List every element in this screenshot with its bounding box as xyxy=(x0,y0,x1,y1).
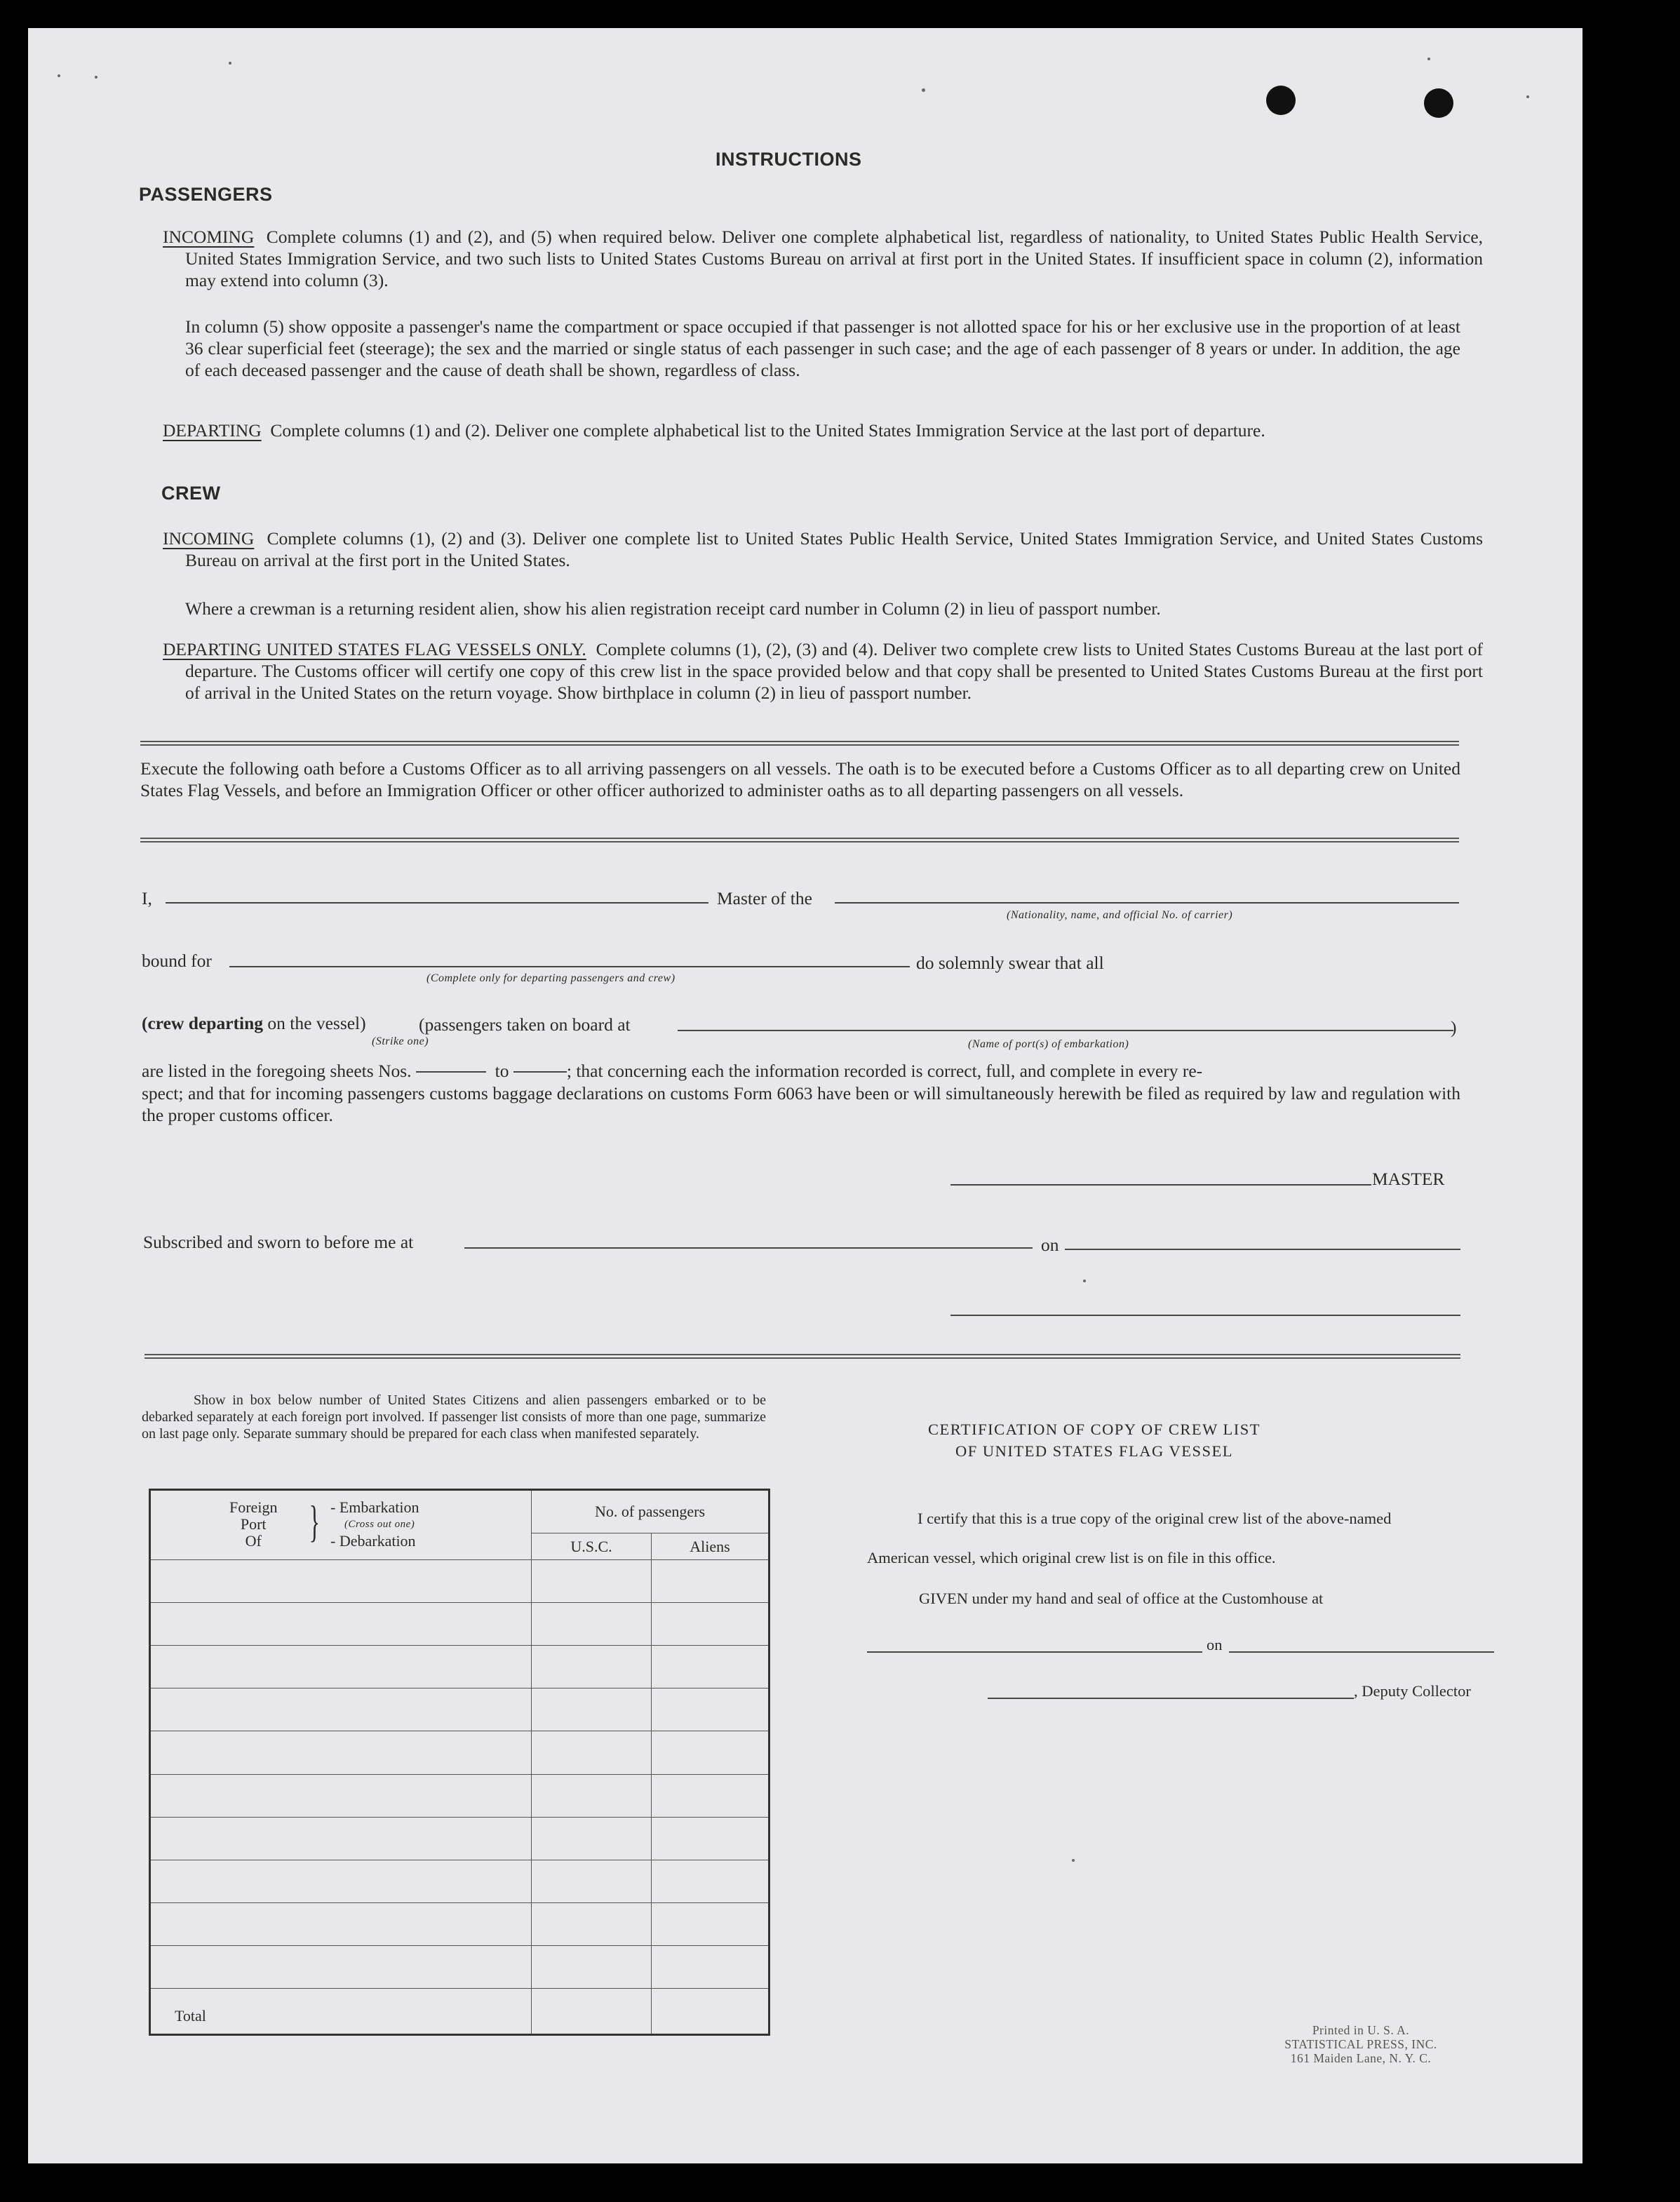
crew-departing-bold: (crew departing xyxy=(142,1013,264,1033)
customhouse-place-field[interactable] xyxy=(867,1651,1202,1653)
cross-out-note: (Cross out one) xyxy=(344,1519,415,1530)
port-label: Port xyxy=(240,1515,267,1533)
crew-departing-text: Complete columns (1), (2), (3) and (4). Deliver two complete crew lists to United States Customs Bureau at the last port of departure. The Customs officer will certify one copy of this crew list in the space provided below and that copy shall be presented to United States Customs Bureau at the first port of arrival in the United States on the return voyage. Show birthplace in column (2) in lieu of passport number. xyxy=(185,639,1483,703)
table-cell[interactable] xyxy=(150,1902,532,1945)
certification-title-line1: CERTIFICATION OF COPY OF CREW LIST xyxy=(927,1421,1261,1438)
table-cell[interactable] xyxy=(150,1731,532,1774)
passengers-departing-text: Complete columns (1) and (2). Deliver one complete alphabetical list to the United States Immigration Service at the last port of departure. xyxy=(270,420,1265,441)
table-cell[interactable] xyxy=(150,1774,532,1817)
master-of-the-label: Master of the xyxy=(717,888,812,908)
listed-to: to xyxy=(495,1061,509,1081)
speck xyxy=(1526,95,1529,98)
speck xyxy=(95,76,98,79)
subscribed-label: Subscribed and sworn to before me at xyxy=(143,1232,414,1252)
debarkation-label: - Debarkation xyxy=(330,1532,416,1550)
master-signature-field[interactable] xyxy=(950,1184,1371,1186)
bound-for-field[interactable] xyxy=(229,966,910,967)
punch-hole-left xyxy=(1266,86,1296,115)
certification-on-label: on xyxy=(1207,1636,1223,1653)
crew-incoming-paragraph xyxy=(163,528,1483,571)
table-cell[interactable] xyxy=(532,1902,652,1945)
subscribed-place-field[interactable] xyxy=(464,1247,1033,1249)
summary-note: Show in box below number of United States Citizens and alien passengers embarked or to be debarked separately at each foreign port involved. If passenger list consists of more than one page, summarize on last page only. Separate summary should be prepared for each class when manifested separately. xyxy=(142,1392,766,1442)
of-label: Of xyxy=(245,1532,262,1550)
passengers-heading: PASSENGERS xyxy=(139,184,273,205)
master-name-field[interactable] xyxy=(166,902,708,904)
table-cell[interactable] xyxy=(150,1603,532,1646)
instructions-title: INSTRUCTIONS xyxy=(715,149,862,170)
total-cell xyxy=(150,1988,532,2034)
oath-i-label: I, xyxy=(142,888,152,908)
form-sheet xyxy=(28,28,1582,2163)
table-cell[interactable] xyxy=(150,1560,532,1603)
crewman-paragraph: Where a crewman is a returning resident alien, show his alien registration receipt card number in Column (2) in lieu of passport number. xyxy=(185,598,1161,619)
embarkation-label: - Embarkation xyxy=(330,1498,419,1516)
table-cell[interactable] xyxy=(532,1945,652,1988)
brace: } xyxy=(309,1496,321,1546)
speck xyxy=(1072,1859,1075,1862)
speck xyxy=(922,88,925,92)
crew-departing-label: DEPARTING UNITED STATES FLAG VESSELS ONLY. xyxy=(163,639,586,659)
table-cell[interactable] xyxy=(532,1689,652,1731)
table-cell[interactable] xyxy=(652,1945,770,1988)
double-rule xyxy=(140,741,1459,746)
table-cell[interactable] xyxy=(532,1603,652,1646)
printer-line1: Printed in U. S. A. xyxy=(1312,2023,1410,2037)
crew-incoming-text: Complete columns (1), (2) and (3). Deliver one complete list to United States Public Health Service, United States Immigration Service, and United States Customs Bureau on arrival at the first port in the United States. xyxy=(185,528,1484,570)
passengers-incoming-label: INCOMING xyxy=(163,227,255,247)
passengers-departing-paragraph xyxy=(163,419,1483,441)
carrier-field[interactable] xyxy=(835,902,1459,904)
table-cell[interactable] xyxy=(532,1731,652,1774)
subscribed-date-field[interactable] xyxy=(1065,1249,1460,1250)
table-cell[interactable] xyxy=(652,1902,770,1945)
passengers-incoming-paragraph xyxy=(163,226,1483,291)
printer-line3: 161 Maiden Lane, N. Y. C. xyxy=(1290,2051,1432,2065)
speck xyxy=(1427,58,1430,60)
deputy-collector-label: , Deputy Collector xyxy=(1354,1682,1471,1700)
crew-departing-paragraph xyxy=(163,638,1483,704)
oath-intro: Execute the following oath before a Customs Officer as to all arriving passengers on all vessels. The oath is to be executed before a Customs Officer as to all departing crew on United States Flag Vessels, and before an Immigration Officer or other officer authorized to administer oaths as to all departing passengers on all vessels. xyxy=(140,758,1460,800)
listed-continuation: spect; and that for incoming passengers customs baggage declarations on customs Form 6063 have been or will simultaneously herewith be filed as required by law and regulation with the proper customs officer. xyxy=(142,1083,1460,1125)
table-cell[interactable] xyxy=(150,1689,532,1731)
listed-a: are listed in the foregoing sheets Nos. xyxy=(142,1061,412,1081)
column5-paragraph: In column (5) show opposite a passenger's name the compartment or space occupied if that passenger is not allotted space for his or her exclusive use in the proportion of at least 36 clear superficial feet (steerage); the sex and the married or single status of each passenger in such case; and the age of each passenger of 8 years or under. In addition, the age of each deceased passenger and the cause of death shall be shown, regardless of class. xyxy=(185,316,1460,380)
sheet-to-field[interactable] xyxy=(513,1071,567,1073)
table-cell[interactable] xyxy=(150,1646,532,1689)
certify-line2: American vessel, which original crew list is on file in this office. xyxy=(867,1549,1276,1566)
table-cell[interactable] xyxy=(532,1774,652,1817)
speck xyxy=(229,62,231,65)
given-line: GIVEN under my hand and seal of office at the Customhouse at xyxy=(919,1590,1324,1607)
printer-line2: STATISTICAL PRESS, INC. xyxy=(1284,2037,1437,2051)
complete-only-note: (Complete only for departing passengers and crew) xyxy=(426,972,676,984)
port-of-embarkation-field[interactable] xyxy=(678,1030,1453,1031)
table-cell[interactable] xyxy=(532,1560,652,1603)
speck xyxy=(58,74,60,77)
printer-imprint xyxy=(1249,2023,1473,2065)
nationality-note: (Nationality, name, and official No. of carrier) xyxy=(1007,909,1233,921)
table-cell[interactable] xyxy=(652,1817,770,1860)
close-paren: ) xyxy=(1451,1017,1457,1038)
table-cell[interactable] xyxy=(652,1646,770,1689)
table-cell[interactable] xyxy=(652,1689,770,1731)
bound-for-label: bound for xyxy=(142,951,212,971)
table-cell[interactable] xyxy=(150,1860,532,1902)
certify-line1: I certify that this is a true copy of the original crew list of the above-named xyxy=(918,1510,1392,1527)
passenger-summary-table xyxy=(149,1489,770,2036)
table-cell[interactable] xyxy=(652,1860,770,1902)
passengers-taken-label: (passengers taken on board at xyxy=(419,1014,631,1035)
foreign-port-header xyxy=(150,1490,532,1560)
usc-header: U.S.C. xyxy=(532,1533,652,1560)
table-cell[interactable] xyxy=(532,1817,652,1860)
table-cell[interactable] xyxy=(150,1817,532,1860)
listed-b: ; that concerning each the information recorded is correct, full, and complete in every re- xyxy=(566,1061,1203,1081)
total-label: Total xyxy=(175,2007,206,2025)
certification-date-field[interactable] xyxy=(1229,1651,1494,1653)
subscribed-on-label: on xyxy=(1041,1235,1059,1255)
crew-heading: CREW xyxy=(161,483,221,504)
certification-title-line2: OF UNITED STATES FLAG VESSEL xyxy=(955,1442,1234,1460)
foreign-label: Foreign xyxy=(229,1498,278,1516)
no-of-passengers-header: No. of passengers xyxy=(532,1490,770,1533)
certification-title xyxy=(842,1418,1347,1462)
crew-incoming-label: INCOMING xyxy=(163,528,255,549)
table-cell[interactable] xyxy=(652,1731,770,1774)
speck xyxy=(1083,1280,1086,1282)
on-the-vessel: on the vessel) xyxy=(263,1013,366,1033)
passengers-incoming-text: Complete columns (1) and (2), and (5) when required below. Deliver one complete alphabetical list, regardless of nationality, to United States Public Health Service, United States Immigration Service, and two such lists to United States Customs Bureau on arrival at first port in the United States. If insufficient space in column (2), information may extend into column (3). xyxy=(185,227,1484,290)
listed-sheets-line xyxy=(142,1061,1460,1082)
strike-one-note: (Strike one) xyxy=(372,1035,429,1047)
table-cell[interactable] xyxy=(532,1646,652,1689)
double-rule xyxy=(145,1354,1460,1359)
total-usc-cell[interactable] xyxy=(532,1988,652,2034)
punch-hole-right xyxy=(1424,88,1453,118)
total-aliens-cell[interactable] xyxy=(652,1988,770,2034)
table-cell[interactable] xyxy=(150,1945,532,1988)
aliens-header: Aliens xyxy=(652,1533,770,1560)
deputy-collector-signature-field[interactable] xyxy=(988,1698,1354,1699)
solemnly-swear-label: do solemnly swear that all xyxy=(916,953,1104,973)
master-label: MASTER xyxy=(1372,1169,1445,1189)
table-cell[interactable] xyxy=(652,1603,770,1646)
table-cell[interactable] xyxy=(652,1560,770,1603)
passengers-departing-label: DEPARTING xyxy=(163,420,262,441)
table-cell[interactable] xyxy=(652,1774,770,1817)
table-cell[interactable] xyxy=(532,1860,652,1902)
officer-signature-field[interactable] xyxy=(950,1315,1460,1316)
sheet-from-field[interactable] xyxy=(416,1071,486,1073)
port-note: (Name of port(s) of embarkation) xyxy=(968,1038,1129,1050)
crew-departing-choice xyxy=(142,1013,366,1034)
double-rule xyxy=(140,838,1459,842)
